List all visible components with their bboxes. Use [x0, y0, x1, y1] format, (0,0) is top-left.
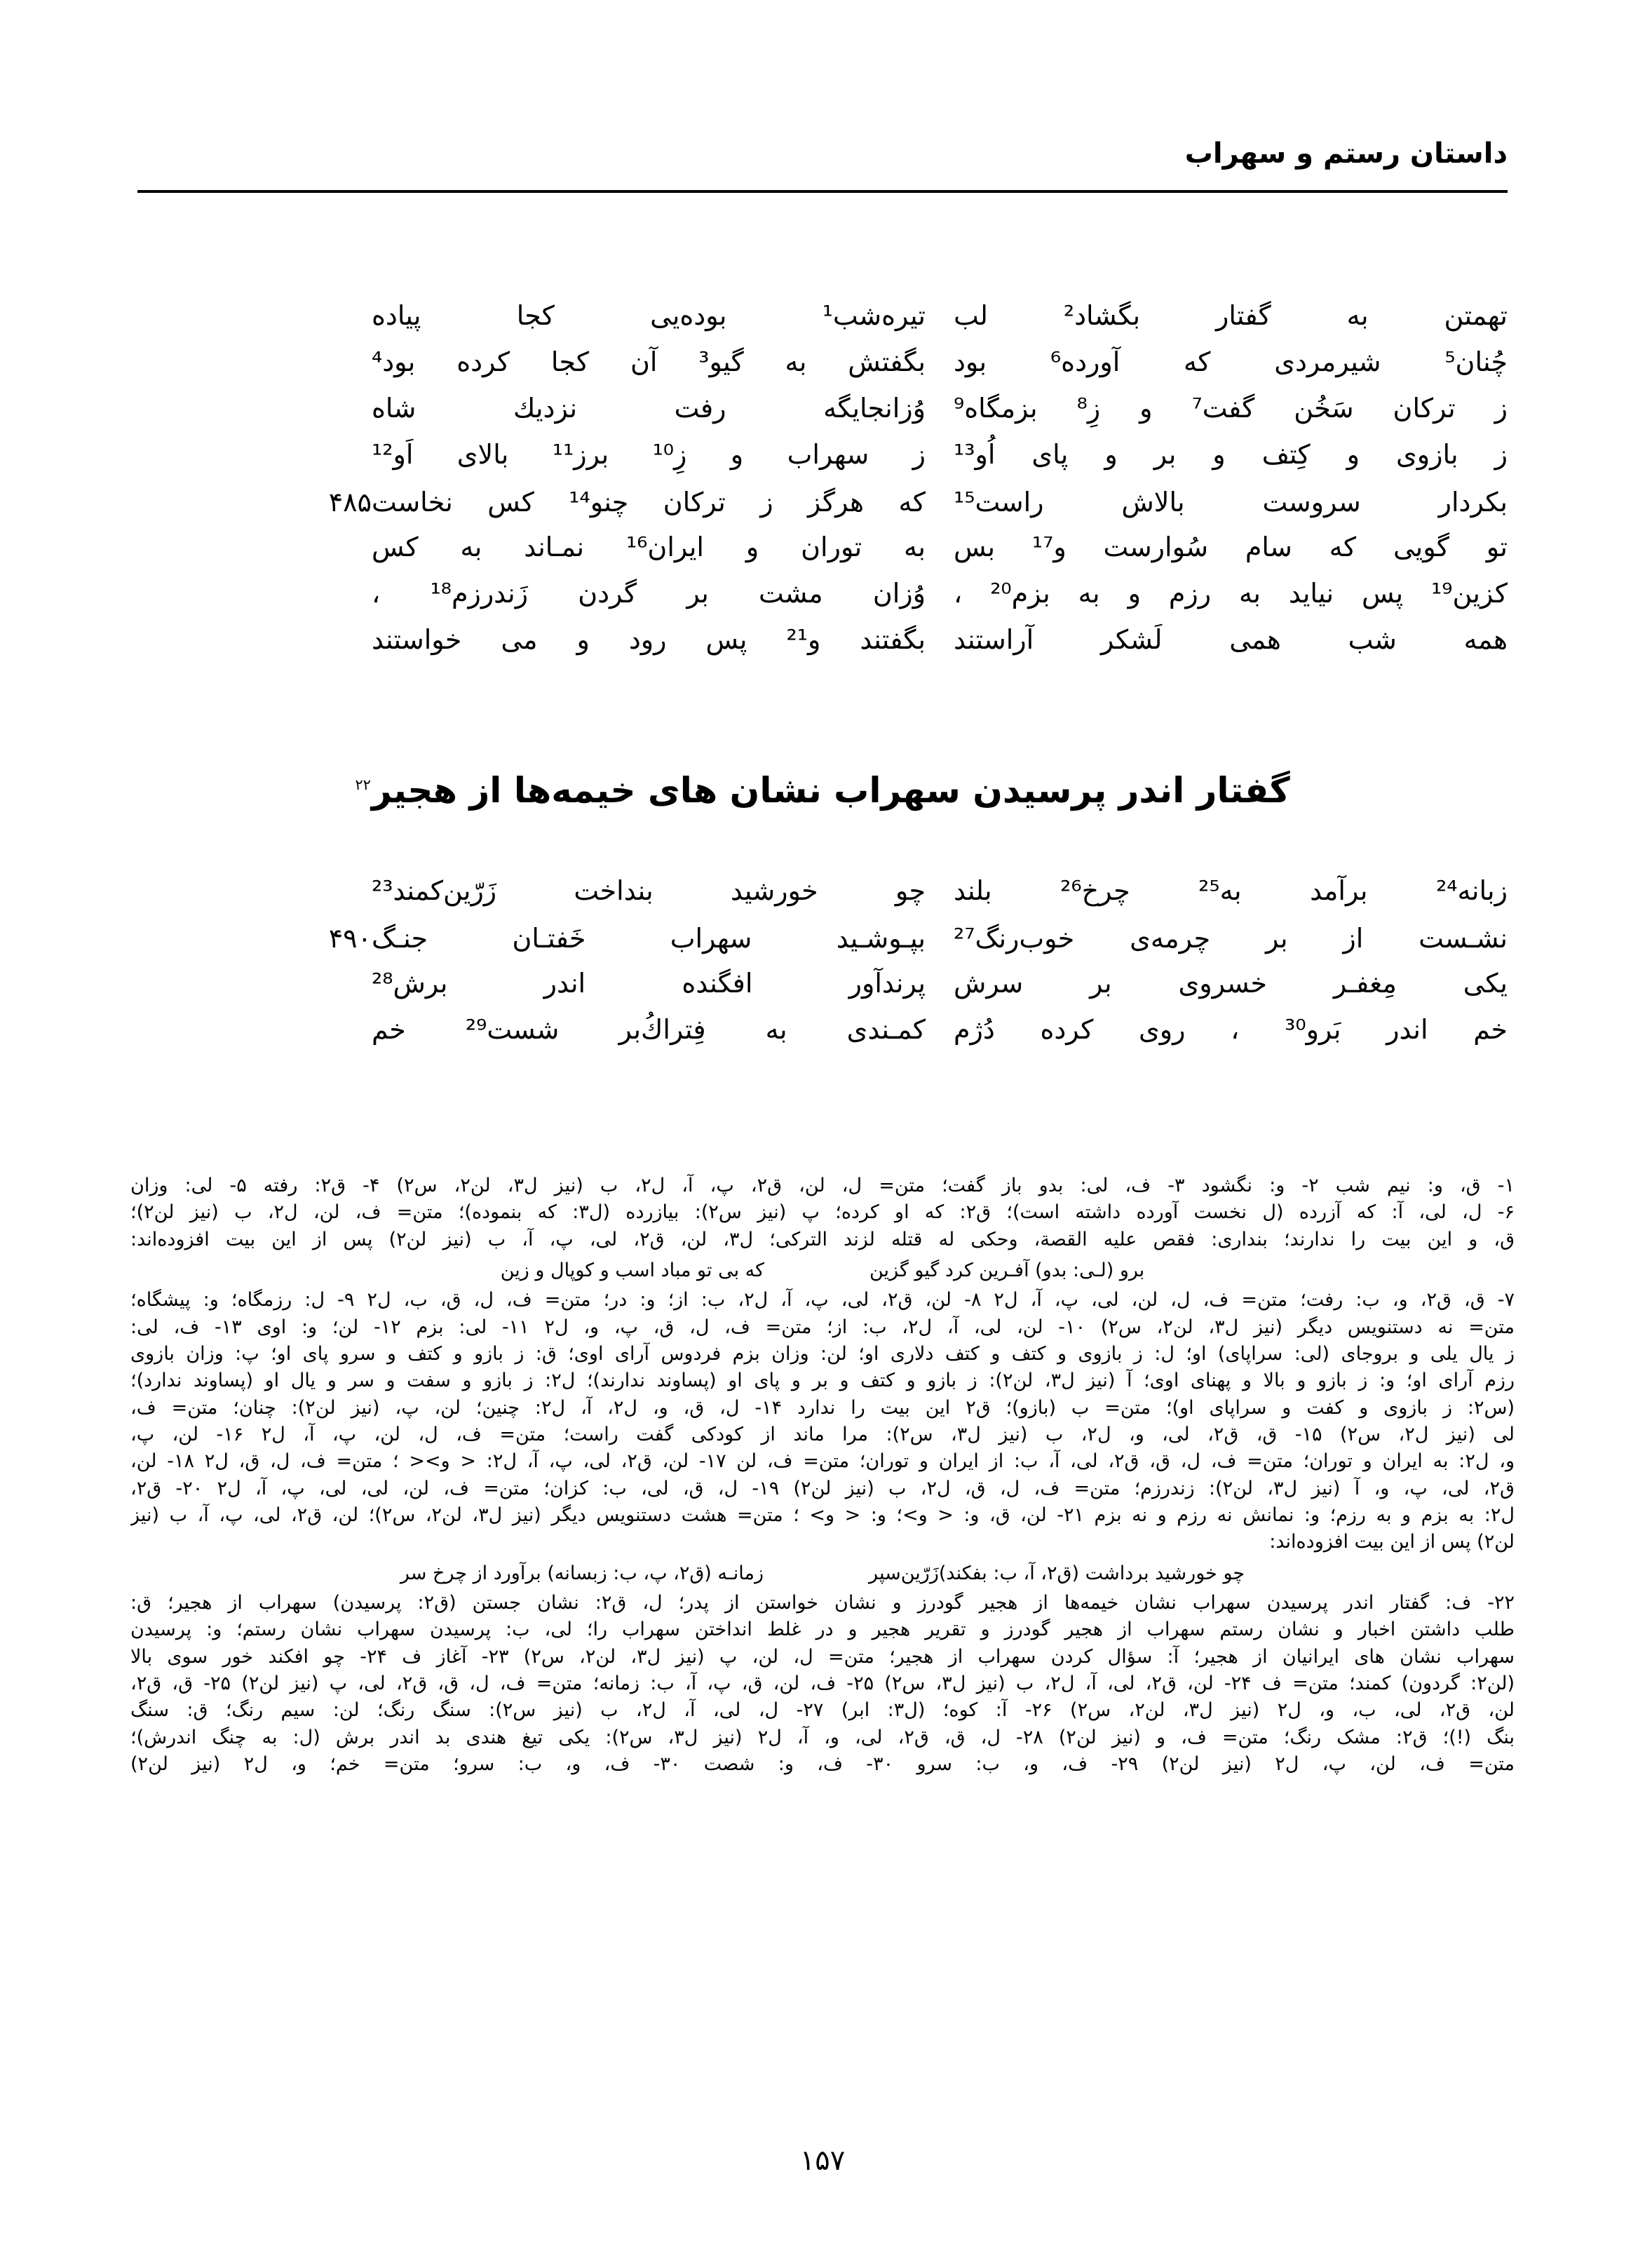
apparatus-line: ل۲: به بزم و به رزم؛ و: نمانش نه رزم و نه بزم ۲۱- لن، ق، و: < و>؛ و: < و> ؛ متن= هشت دستنویس دیگر (نیز ل۳، لن۲، س۲)؛ لن، ق۲، لی، پ، آ، ب (نیز [130, 1504, 1515, 1526]
inset-hemistich-a: چو خورشید برداشت (ق۲، آ، ب: بفکند)زَرّین‌سپر [869, 1562, 1245, 1584]
hemistich-right: کمـندی به فِتراكُ‌بر شست²⁹ خم [372, 1014, 926, 1045]
hemistich-right: پرندآور افگنده اندر برش²⁸ [372, 968, 926, 999]
apparatus-line: لن، ق۲، لی، ب، و، ل۲ (نیز ل۳، لن۲، س۲) ۲۶- آ: کوه؛ (ل۳: ابر) ۲۷- ل، لی، آ، ل۲، ب (نیز س۲): سنگ رنگ؛ لن: سیم رنگ؛ ق: سنگ [130, 1699, 1515, 1722]
page-number: ۱۵۷ [799, 2145, 846, 2177]
verse-row [137, 302, 1508, 348]
verse-row [137, 1015, 1508, 1062]
apparatus-inset-verse-1 [130, 1253, 1515, 1287]
critical-apparatus [130, 1173, 1515, 1778]
apparatus-line: متن= نه دستنویس دیگر (نیز ل۳، لن۲، س۲) ۱۰- لن، لی، آ، ل۲، ب: از؛ متن= ف، ل، ق، پ، و، ل۲ ۱۱- لی: بزم ۱۲- لن؛ و: اوی ۱۳- ف، لی: [130, 1316, 1515, 1338]
verse-row [137, 626, 1508, 672]
apparatus-line: رزم آرای او؛ و: ز بازو و بالا و پهنای اوی؛ آ (نیز ل۳، لن۲): ز بازو و کتف و بر و پای او (پساوند ندارند)؛ ل۲: ز بازو و سفت و سر و یال او (پساوند ندارد)؛ [130, 1370, 1515, 1392]
apparatus-line: (لن۲: گردون) کمند؛ متن= ف ۲۴- لن، ق۲، لی، آ، ل۲، ب (نیز ل۳، س۲) ۲۵- ف، لن، ق، پ، آ، ب: زمانه؛ متن= ف، ل، ق، ق۲، لی، پ (نیز لن۲) ۲۵- ق، ق۲، [130, 1672, 1515, 1694]
apparatus-line: ۱- ق، و: نیم شب ۲- و: نگشود ۳- ف، لی: بدو باز گفت؛ متن= ل، لن، ق۲، پ، آ، ل۲، ب (نیز ل۳، لن۲، س۲) ۴- ق۲: رفته ۵- لی: وزان [130, 1175, 1515, 1196]
hemistich-left: ز بازوی و کِتف و بر و پای اُو¹³ [954, 439, 1508, 470]
apparatus-line: متن= ف، لن، پ، ل۲ (نیز لن۲) ۲۹- ف، و، ب: سرو ۳۰- ف، و: شصت ۳۰- ف، و، ب: سرو؛ متن= خم؛ و، ل۲ (نیز لن۲) [130, 1753, 1515, 1775]
verse-row [137, 969, 1508, 1015]
hemistich-left: زبانه²⁴ برآمد به²⁵ چرخ²⁶ بلند [954, 875, 1508, 906]
verse-row [137, 877, 1508, 923]
verse-block-2 [137, 877, 1508, 1062]
section-heading [137, 771, 1508, 810]
hemistich-right: که هرگز ز ترکان چنو¹⁴ کس نخاست [372, 487, 926, 518]
inset-hemistich-a: برو (لـی: بدو) آفـرین کرد گیو گزین [869, 1259, 1145, 1281]
verse-row [137, 348, 1508, 394]
apparatus-inset-verse-2 [130, 1556, 1515, 1590]
hemistich-left: تو گویی که سام سُوارست و¹⁷ بس [954, 532, 1508, 562]
hemistich-left: ز ترکان سَخُن گفت⁷ و زِ⁸ بزمگاه⁹ [954, 393, 1508, 424]
apparatus-line: ۲۲- ف: گفتار اندر پرسیدن سهراب نشان خیمه‌ها از هجیر گودرز و نشان خواستن از پدر؛ ل، ق۲: نشان جستن (ق۲: پرسیدن) سهراب از هجیر؛ ق: [130, 1591, 1515, 1614]
section-heading-note: ۲۲ [355, 776, 371, 794]
hemistich-right: چو خورشید بنداخت زَرّین‌کمند²³ [372, 875, 926, 906]
hemistich-right: بگفتند و²¹ پس رود و می خواستند [372, 624, 926, 655]
running-head-title: داستان رستم و سهراب [1184, 137, 1508, 170]
verse-row [137, 440, 1508, 487]
apparatus-line: بنگ (!)؛ ق۲: مشک رنگ؛ متن= ف، و (نیز لن۲) ۲۸- ل، ق، ق۲، لی، و، آ، ل۲ (نیز ل۳، س۲): یکی تیغ هندی بد اندر برش (ل: به چنگ اندرش)؛ [130, 1726, 1515, 1748]
apparatus-line: سهراب نشان های ایرانیان از هجیر؛ آ: سؤال کردن سهراب از هجیر؛ متن= ل، لن، پ (نیز ل۳، لن۲، س۲) ۲۳- آغاز ف ۲۴- چو افکند خور سوی بالا [130, 1645, 1515, 1668]
section-heading-text: گفتار اندر پرسیدن سهراب نشان های خیمه‌ها از هجیر [371, 770, 1290, 811]
inset-hemistich-b: زمانـه (ق۲، پ، ب: زبسانه) برآورد از چرخ سر [400, 1562, 764, 1584]
verse-row [137, 923, 1508, 969]
apparatus-line: ۶- ل، لی، آ: که آزرده (ل نخست آورده داشته است)؛ ق۲: که او کرده؛ پ (نیز س۲): بیازرده (ل۳: که بنموده)؛ متن= ف، لن، ل۲، ب (نیز لن۲)؛ [130, 1201, 1515, 1224]
apparatus-line: و، ل۲: به ایران و توران؛ متن= ف، ل، ق، ق۲، لی، آ، ب: از ایران و توران؛ متن= ف، لن ۱۷- لن، ق۲، لی، پ، آ، ل۲: < و>< ؛ متن= ف، ل، ق، ل۲ ۱۸- لن، [130, 1450, 1515, 1473]
hemistich-left: همه شب همی لَشکر آراستند [954, 624, 1508, 655]
apparatus-line: ۷- ق، ق۲، و، ب: رفت؛ متن= ف، ل، لن، لی، پ، آ، ل۲ ۸- لن، ق۲، لی، پ، آ، ل۲، ب: از؛ و: در؛ متن= ف، ل، ق، ب، ل۲ ۹- ل: رزمگاه؛ و: پیشگاه؛ [130, 1289, 1515, 1311]
verse-number: ۴۸۵ [328, 487, 372, 518]
hemistich-right: وُزانجایگه رفت نزدیك شاه [372, 393, 926, 424]
hemistich-left: خم اندر بَرو³⁰ ، روی کرده دُژم [954, 1014, 1508, 1045]
hemistich-right: بگفتش به گیو³ آن کجا کرده بود⁴ [372, 346, 926, 377]
header-rule [137, 190, 1508, 193]
inset-hemistich-b: که بی تو مباد اسب و کوپال و زین [500, 1259, 764, 1281]
running-head-area [137, 137, 1508, 201]
apparatus-line: (س۲: ز بازوی و کفت و سراپای او)؛ متن= ب (بازو)؛ ق۲ این بیت را ندارد ۱۴- ل، ق، و، ل۲، آ، ل۲: چنین؛ لن، پ، (نیز لن۲): چنان؛ متن= ف، [130, 1396, 1515, 1419]
hemistich-right: ز سهراب و زِ¹⁰ برز¹¹ بالای اَو¹² [372, 439, 926, 470]
verse-row [137, 533, 1508, 579]
apparatus-line: لی (نیز ل۲، س۲) ۱۵- ق، ق۲، لی، و، ل۲، ب (نیز ل۳، س۲): مرا ماند از کودکی گفت راست؛ متن= ف، ل، لن، پ، آ، ل۲ ۱۶- لن، پ، [130, 1423, 1515, 1445]
hemistich-left: چُنان⁵ شیرمردی که آورده⁶ بود [954, 346, 1508, 377]
hemistich-left: تهمتن به گفتار بگشاد² لب [954, 300, 1508, 331]
apparatus-line: طلب داشتن اخبار و نشان رستم سهراب از هجیر گودرز و تقریر هجیر و در غلط انداختن سهراب را؛ لی، ب: پرسیدن سهراب نشان رستم؛ و: پرسیدن [130, 1619, 1515, 1641]
hemistich-left: یکی مِغفـر خسروی بر سرش [954, 968, 1508, 999]
hemistich-left: نشـست از بر چرمه‌ی خوب‌رنگ²⁷ [954, 923, 1508, 954]
hemistich-right: وُزان مشت بر گردن زَندرزم¹⁸ ، [372, 578, 926, 609]
apparatus-line: لن۲) پس از این بیت افزوده‌اند: [1269, 1531, 1515, 1553]
hemistich-left: کزین¹⁹ پس نیاید به رزم و به بزم²⁰ ، [954, 578, 1508, 609]
hemistich-left: بکردار سروست بالاش راست¹⁵ [954, 487, 1508, 518]
verse-block-1 [137, 302, 1508, 672]
apparatus-line: ق، و این بیت را ندارند؛ بنداری: فقص علیه القصة، وحکی له قتله لزند الترکی؛ ل۳، لن، ق۲، لی، پ، آ، ب (نیز لن۲) پس از این بیت افزوده‌اند: [130, 1228, 1515, 1250]
hemistich-right: بپـوشـید سهراب خَفتـان جنـگ [372, 923, 926, 954]
verse-row [137, 487, 1508, 533]
apparatus-line: ق۲، لی، پ، و، آ (نیز ل۳، لن۲): زندرزم؛ متن= ف، ل، ق، ل۲، ب (نیز لن۲) ۱۹- ل، ق، لی، ب: کزان؛ متن= ف، لن، لی، لی، پ، آ، ل۲ ۲۰- ق۲، [130, 1477, 1515, 1499]
apparatus-line: ز یال یلی و بروجای (لی: سراپای) او؛ ل: ز بازوی و کتف و کتف دلاری او؛ لن: وزان بزم فردوس آرای اوی؛ ق: ز بازو و کتف و سرو پای او؛ پ: وزان بازوی [130, 1342, 1515, 1365]
verse-row [137, 394, 1508, 440]
hemistich-right: به توران و ایران¹⁶ نمـاند به کس [372, 532, 926, 562]
hemistich-right: تیره‌شب¹ بوده‌یی کجا پیاده [372, 300, 926, 331]
verse-number: ۴۹۰ [328, 923, 372, 954]
verse-row [137, 579, 1508, 626]
